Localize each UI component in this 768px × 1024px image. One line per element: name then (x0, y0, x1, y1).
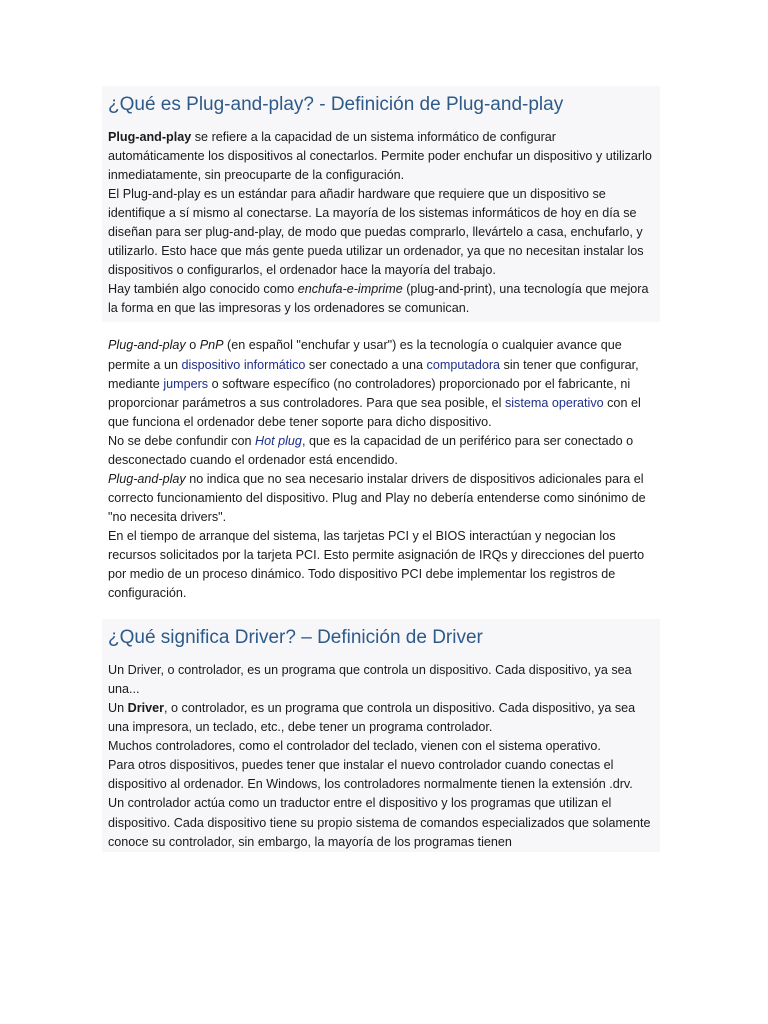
link-computadora[interactable]: computadora (426, 357, 501, 372)
section-pnp-detail (102, 322, 660, 603)
text: Un (108, 701, 128, 716)
bold-term: Plug-and-play (108, 130, 192, 144)
italic-term: PnP (199, 338, 224, 353)
paragraph (108, 699, 654, 737)
section-title-driver: ¿Qué significa Driver? – Definición de Driver (108, 627, 483, 649)
paragraph (108, 128, 654, 185)
paragraph: En el tiempo de arranque del sistema, las tarjetas PCI y el BIOS interactúan y negocian los recursos solicitados por la tarjeta PCI. Esto permite asignación de IRQs y direcciones del puerto por medio de un proceso dinámico. Todo dispositivo PCI debe implementar los registros de configuración. (108, 528, 645, 601)
text: con el que funciona el ordenador debe tener soporte para dicho dispositivo. (108, 395, 641, 429)
text: (plug-and-print), una tecnología que mejora la forma en que las impresoras y los ordenadores se comunican. (108, 282, 649, 316)
link-jumpers[interactable]: jumpers (163, 376, 209, 391)
text: No se debe confundir con (108, 433, 256, 448)
text: o software específico (no controladores) proporcionado por el fabricante, ni proporcionar parámetros a sus controladores. Para que sea posible, el (108, 376, 631, 410)
italic-term: Plug-and-play (108, 338, 186, 353)
paragraph (108, 336, 654, 431)
text: o (185, 338, 200, 353)
link-dispositivo-informatico[interactable]: dispositivo informático (181, 357, 306, 372)
paragraph (108, 470, 654, 527)
paragraph (108, 280, 654, 318)
text: , o controlador, es un programa que controla un dispositivo. Cada dispositivo, ya sea una impresora, un teclado, etc., debe tener un programa controlador. (108, 701, 636, 735)
italic-term: enchufa-e-imprime (297, 282, 403, 297)
text: se refiere a la capacidad de un sistema informático de configurar automáticamente los dispositivos al conectarlos. Permite poder enchufar un dispositivo y utilizarlo inmediatamente, sin preocuparte de la configuración. (108, 130, 652, 183)
text: sin tener que configurar, mediante (108, 357, 639, 391)
text: (en español "enchufar y usar") es la tecnología o cualquier avance que permite a un (108, 338, 622, 372)
document-page (102, 86, 660, 852)
paragraph: Para otros dispositivos, puedes tener que instalar el nuevo controlador cuando conectas el dispositivo al ordenador. En Windows, los controladores normalmente tienen la extensión .drv. (108, 758, 633, 792)
text: Hay también algo conocido como (108, 282, 298, 297)
bold-term: Driver (127, 701, 165, 716)
text: ser conectado a una (305, 357, 427, 372)
section-title-plug-and-play: ¿Qué es Plug-and-play? - Definición de Plug-and-play (108, 94, 564, 115)
link-sistema-operativo[interactable]: sistema operativo (504, 395, 604, 410)
paragraph: Un Driver, o controlador, es un programa que controla un dispositivo. Cada dispositivo, ya sea una... (108, 663, 632, 697)
section-driver (102, 619, 660, 851)
section-plug-and-play (102, 86, 660, 322)
paragraph (108, 432, 654, 470)
paragraph: El Plug-and-play es un estándar para añadir hardware que requiere que un dispositivo se identifique a sí mismo al conectarse. La mayoría de los sistemas informáticos de hoy en día se diseñan para ser plug-and-play, de modo que puedas comprarlo, llevártelo a casa, enchufarlo, y utilizarlo. Esto hace que más gente pueda utilizar un ordenador, ya que no necesitan instalar los dispositivos o configurarlos, el ordenador hace la mayoría del trabajo. (108, 187, 644, 278)
paragraph: Muchos controladores, como el controlador del teclado, vienen con el sistema operativo. (108, 739, 601, 754)
link-hot-plug[interactable]: Hot plug (255, 433, 302, 448)
italic-term: Plug-and-play (108, 471, 186, 486)
text: , que es la capacidad de un periférico para ser conectado o desconectado cuando el ordenador está encendido. (108, 433, 634, 467)
paragraph: Un controlador actúa como un traductor entre el dispositivo y los programas que utilizan el dispositivo. Cada dispositivo tiene su propio sistema de comandos especializados que solamente conoce su controlador, sin embargo, la mayoría de los programas tienen (108, 796, 651, 849)
text: no indica que no sea necesario instalar drivers de dispositivos adicionales para el correcto funcionamiento del dispositivo. Plug and Play no debería entenderse como sinónimo de "no necesita drivers". (108, 471, 646, 524)
